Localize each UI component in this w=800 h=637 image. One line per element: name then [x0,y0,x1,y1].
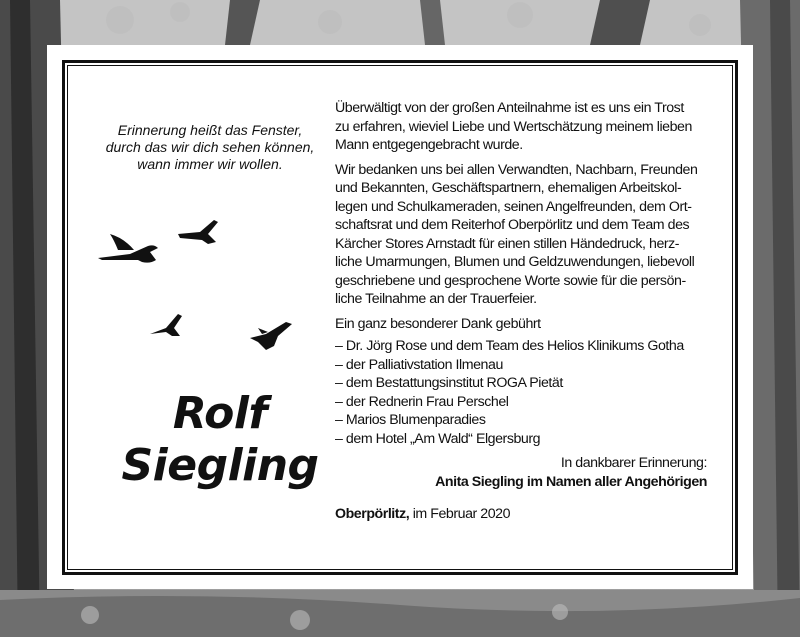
thanks-item: – der Palliativstation Ilmenau [335,356,503,373]
quote-line: durch das wir dich sehen können, [105,139,315,155]
paragraph-line: liche Umarmungen, Blumen und Geldzuwendungen, liebevoll [335,254,695,270]
deceased-name [95,388,345,492]
date: im Februar 2020 [409,506,511,522]
memorial-quote [90,122,330,173]
thanks-item: – Marios Blumenparadies [335,412,486,428]
special-thanks-heading: Ein ganz besonderer Dank gebührt [335,315,541,332]
paragraph-line: zu erfahren, wieviel Liebe und Wertschätzung meinem lieben [335,118,692,135]
bird-icon [250,322,292,350]
paragraph-line: Wir bedanken uns bei allen Verwandten, Nachbarn, Freunden [335,161,698,178]
paragraph-line: Mann entgegengebracht wurde. [335,137,523,153]
bird-icon [150,314,182,336]
thanks-item: – dem Bestattungsinstitut ROGA Pietät [335,375,563,391]
signature: Anita Siegling im Namen aller Angehörigen [435,473,707,490]
closing-line: In dankbarer Erinnerung: [560,455,707,471]
first-name: Rolf [172,388,268,439]
thank-you-text [335,99,707,524]
last-name: Siegling [121,440,319,491]
flying-birds-illustration [90,210,320,370]
thanks-item: – der Rednerin Frau Perschel [335,393,509,410]
paragraph-line: Kärcher Stores Arnstadt für einen stillen Händedruck, herz- [335,235,680,252]
thanks-item: – dem Hotel „Am Wald“ Elgersburg [335,430,541,447]
place-date [335,505,707,524]
paragraph-line: und Bekannten, Geschäftspartnern, ehemaligen Arbeitskol- [335,180,682,196]
paragraph-line: schaftsrat und dem Reiterhof Oberpörlitz und dem Team des [335,217,690,233]
paragraph-line: Überwältigt von der großen Anteilnahme ist es uns ein Trost [335,100,684,116]
paragraph-line: legen und Schulkameraden, seinen Angelfreunden, dem Ort- [335,198,692,215]
paragraph-line: geschriebene und gesprochene Worte sowie für die persön- [335,272,686,289]
bird-icon [178,220,218,244]
place: Oberpörlitz, [335,506,410,522]
quote-line: wann immer wir wollen. [137,156,283,172]
paragraph-line: liche Teilnahme an der Trauerfeier. [335,291,537,307]
thanks-item: – Dr. Jörg Rose und dem Team des Helios Klinikums Gotha [335,338,684,354]
quote-line: Erinnerung heißt das Fenster, [117,122,303,138]
bird-icon [98,234,158,263]
